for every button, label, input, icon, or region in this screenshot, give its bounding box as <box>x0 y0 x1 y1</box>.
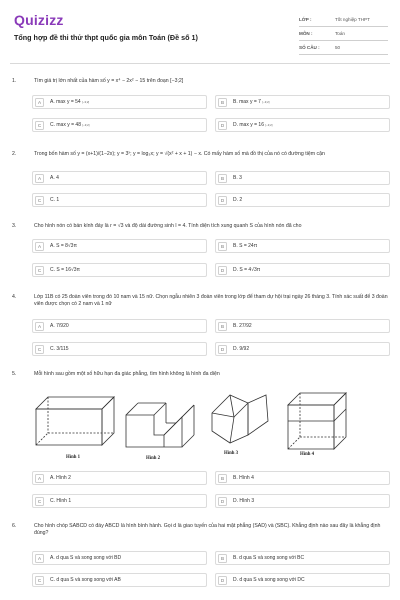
option-c[interactable] <box>32 263 207 277</box>
option-letter: D <box>218 196 227 205</box>
figure-4-notched-box <box>288 393 346 449</box>
page-title: Tổng hợp đề thi thử thpt quốc gia môn Toán (Đề số 1) <box>14 33 198 42</box>
option-text: D. d qua S và song song với DC <box>233 577 305 583</box>
info-value: Tốt nghiệp THPT <box>335 17 370 22</box>
header-divider <box>10 63 390 64</box>
figure-label: Hình 4 <box>300 452 314 457</box>
option-text: C. 3/115 <box>50 346 69 352</box>
option-b[interactable] <box>215 171 390 185</box>
option-text: D. 9/92 <box>233 346 250 352</box>
option-subscript: [−3;2] <box>82 100 90 104</box>
question-text: Cho hình nón có bán kính đáy là r = √3 và độ dài đường sinh l = 4. Tính diện tích xung quanh S của hình nón đã cho <box>34 223 302 229</box>
option-b[interactable] <box>215 95 390 109</box>
figure-3-irregular-solid <box>212 395 268 443</box>
option-subscript: [−3;2] <box>265 123 273 127</box>
option-subscript: [−3;2] <box>82 123 90 127</box>
option-c[interactable] <box>32 573 207 587</box>
option-text: B. 3 <box>233 175 242 181</box>
option-text: C. Hình 1 <box>50 498 72 504</box>
question-number: 1. <box>12 78 17 84</box>
option-text: A. 4 <box>50 175 59 181</box>
info-value: 50 <box>335 45 341 50</box>
polyhedra-figures <box>34 385 384 465</box>
option-letter: A <box>35 322 44 331</box>
info-label: MÔN : <box>299 31 313 36</box>
info-label: SỐ CÂU : <box>299 45 320 50</box>
option-letter: B <box>218 474 227 483</box>
figure-1-cuboid <box>36 397 114 445</box>
option-c[interactable] <box>32 193 207 207</box>
question-number: 3. <box>12 223 17 229</box>
option-subscript: [−3;2] <box>262 100 270 104</box>
option-d[interactable] <box>215 494 390 508</box>
option-text: A. Hình 2 <box>50 475 71 481</box>
option-text: D. max y = 16 <box>233 122 264 128</box>
option-letter: B <box>218 98 227 107</box>
info-row-count <box>299 41 388 55</box>
option-letter: A <box>35 474 44 483</box>
option-letter: C <box>35 345 44 354</box>
question-text: Cho hình chóp SABCD có đáy ABCD là hình bình hành. Gọi d là giao tuyến của hai mặt phẳng (SAD) và (SBC). Khẳng định nào sau đây là khẳng định đúng? <box>34 523 381 537</box>
option-a[interactable] <box>32 95 207 109</box>
option-d[interactable] <box>215 193 390 207</box>
figure-2-stepped-block <box>126 403 194 447</box>
option-c[interactable] <box>32 342 207 356</box>
question-number: 4. <box>12 294 17 300</box>
figure-label: Hình 2 <box>146 456 160 461</box>
option-b[interactable] <box>215 551 390 565</box>
option-c[interactable] <box>32 494 207 508</box>
info-row-class <box>299 13 388 27</box>
option-letter: B <box>218 322 227 331</box>
option-letter: A <box>35 242 44 251</box>
option-letter: B <box>218 242 227 251</box>
option-d[interactable] <box>215 573 390 587</box>
option-a[interactable] <box>32 551 207 565</box>
question-number: 5. <box>12 371 17 377</box>
option-text: C. 1 <box>50 197 60 203</box>
option-text: D. S = 4√3π <box>233 267 261 273</box>
option-letter: C <box>35 266 44 275</box>
option-text: B. max y = 7 <box>233 99 261 105</box>
option-a[interactable] <box>32 171 207 185</box>
option-b[interactable] <box>215 239 390 253</box>
option-letter: B <box>218 174 227 183</box>
question-number: 2. <box>12 151 17 157</box>
option-b[interactable] <box>215 471 390 485</box>
option-text: A. S = 8√3π <box>50 243 77 249</box>
figure-label: Hình 1 <box>66 455 80 460</box>
option-letter: A <box>35 554 44 563</box>
info-value: Toán <box>335 31 345 36</box>
option-text: C. S = 16√3π <box>50 267 80 273</box>
question-text: Trong bốn hàm số y = (x+1)/(1−2x); y = 3ˣ; y = log₃x; y = √(x² + x + 1) − x. Có mấy hàm số mà đồ thị của nó có đường tiệm cận <box>34 151 325 157</box>
option-text: C. d qua S và song song với AB <box>50 577 121 583</box>
option-letter: A <box>35 98 44 107</box>
option-text: A. 7/920 <box>50 323 69 329</box>
option-a[interactable] <box>32 239 207 253</box>
option-letter: C <box>35 196 44 205</box>
option-text: D. Hình 3 <box>233 498 255 504</box>
info-label: LỚP : <box>299 17 312 22</box>
option-letter: C <box>35 497 44 506</box>
question-3 <box>10 223 390 283</box>
question-number: 6. <box>12 523 17 529</box>
option-text: B. Hình 4 <box>233 475 254 481</box>
option-letter: C <box>35 576 44 585</box>
option-letter: B <box>218 554 227 563</box>
option-letter: D <box>218 497 227 506</box>
info-row-subject <box>299 27 388 41</box>
option-d[interactable] <box>215 342 390 356</box>
option-d[interactable] <box>215 263 390 277</box>
option-d[interactable] <box>215 118 390 132</box>
option-text: B. 27/92 <box>233 323 252 329</box>
option-b[interactable] <box>215 319 390 333</box>
question-text: Lớp 11B có 25 đoàn viên trong đó 10 nam và 15 nữ. Chọn ngẫu nhiên 3 đoàn viên trong lớp để tham dự hội trại ngày 26 tháng 3. Tính xác suất để 3 đoàn viên được chọn có 2 nam và 1 nữ <box>34 294 388 308</box>
option-letter: A <box>35 174 44 183</box>
option-text: D. 2 <box>233 197 243 203</box>
option-c[interactable] <box>32 118 207 132</box>
option-letter: D <box>218 266 227 275</box>
option-letter: D <box>218 345 227 354</box>
question-4 <box>10 294 390 364</box>
question-1 <box>10 78 390 138</box>
option-letter: D <box>218 121 227 130</box>
question-text: Tìm giá trị lớn nhất của hàm số y = x⁴ − 2x² − 15 trên đoạn [−3;2] <box>34 78 184 84</box>
question-5 <box>10 371 390 511</box>
option-a[interactable] <box>32 471 207 485</box>
polyhedra-drawing <box>34 385 384 465</box>
question-text: Mỗi hình sau gồm một số hữu hạn đa giác phẳng, tìm hình không là hình đa diện <box>34 371 220 377</box>
option-text: B. d qua S và song song với BC <box>233 555 305 561</box>
option-text: A. d qua S và song song với BD <box>50 555 122 561</box>
option-letter: C <box>35 121 44 130</box>
figure-label: Hình 3 <box>224 451 238 456</box>
option-letter: D <box>218 576 227 585</box>
info-box <box>299 13 388 55</box>
option-text: A. max y = 54 <box>50 99 81 105</box>
option-text: C. max y = 48 <box>50 122 81 128</box>
quizizz-logo: Quizizz <box>14 12 64 28</box>
question-2 <box>10 151 390 211</box>
option-text: B. S = 24π <box>233 243 258 249</box>
option-a[interactable] <box>32 319 207 333</box>
question-6 <box>10 523 390 595</box>
